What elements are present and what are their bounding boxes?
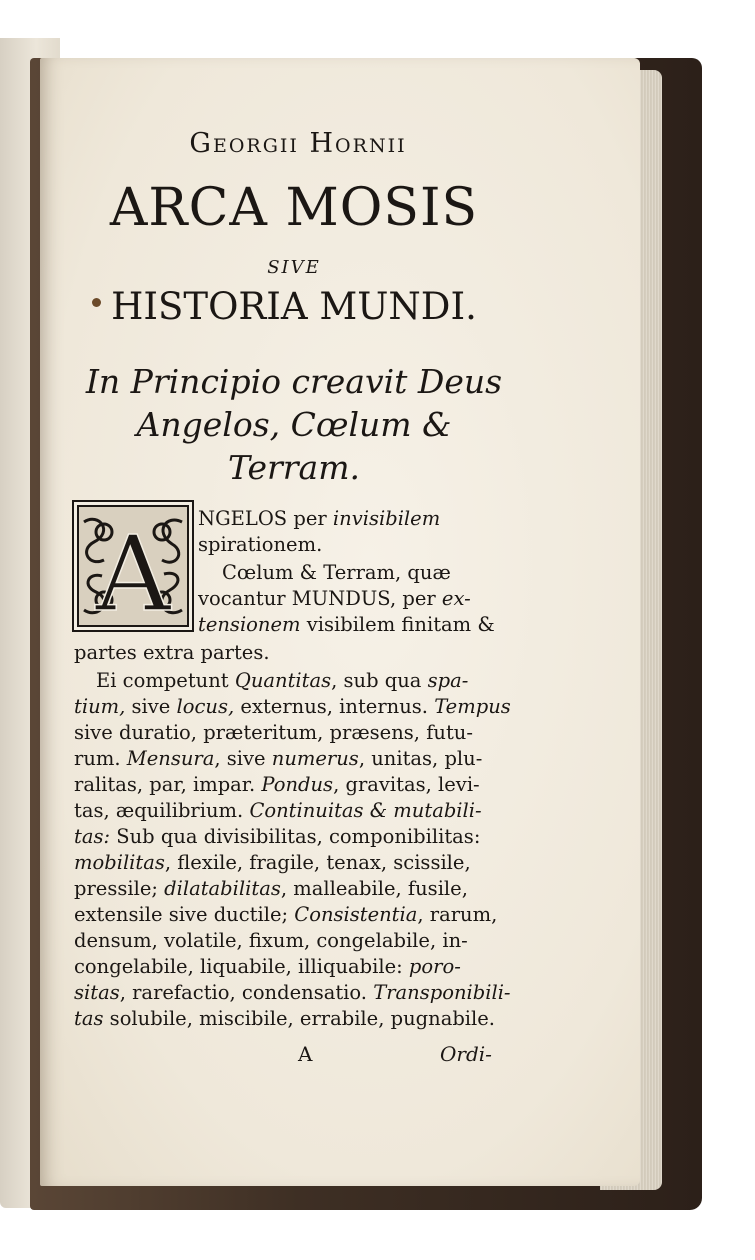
text-line: ralitas, par, impar. Pondus, gravitas, levi- bbox=[74, 773, 480, 796]
text-line: tensionem visibilem finitam & bbox=[198, 613, 495, 636]
text-line: extensile sive ductile; Consistentia, rarum, bbox=[74, 903, 498, 926]
text-line: sitas, rarefactio, condensatio. Transponibili- bbox=[74, 981, 511, 1004]
text-line: tas solubile, miscibile, errabile, pugnabile. bbox=[74, 1007, 496, 1030]
text-line: mobilitas, flexile, fragile, tenax, scissile, bbox=[74, 851, 471, 874]
author-line: Georgii Hornii bbox=[189, 128, 407, 159]
ornamental-initial-icon bbox=[72, 500, 194, 632]
text-line: partes extra partes. bbox=[74, 641, 270, 664]
book-title: ARCA MOSIS bbox=[109, 178, 479, 238]
text-line: pressile; dilatabilitas, malleabile, fusile, bbox=[74, 877, 468, 900]
text-line: sive duratio, præteritum, præsens, futu- bbox=[74, 721, 473, 744]
text-line: spirationem. bbox=[198, 533, 323, 556]
text-line: vocantur MUNDUS, per ex- bbox=[198, 587, 471, 610]
title-conjunction: sive bbox=[267, 250, 321, 280]
book-subtitle: HISTORIA MUNDI. bbox=[111, 285, 477, 328]
text-line: tium, sive locus, externus, internus. Tempus bbox=[74, 695, 511, 718]
text-line: densum, volatile, fixum, congelabile, in- bbox=[74, 929, 468, 952]
text-line: congelabile, liquabile, illiquabile: poro- bbox=[74, 955, 461, 978]
text-line: rum. Mensura, sive numerus, unitas, plu- bbox=[74, 747, 483, 770]
verse-line-1: In Principio creavit Deus bbox=[85, 362, 503, 401]
catchword: Ordi- bbox=[440, 1042, 492, 1066]
text-line: Ei competunt Quantitas, sub qua spa- bbox=[96, 669, 469, 692]
signature-mark: A bbox=[298, 1042, 313, 1066]
verse-line-3: Terram. bbox=[228, 448, 360, 487]
verse-line-2: Angelos, Cœlum & bbox=[136, 405, 452, 444]
text-line: tas, æquilibrium. Continuitas & mutabili- bbox=[74, 799, 482, 822]
text-line: tas: Sub qua divisibilitas, componibilitas: bbox=[74, 825, 481, 848]
text-line: NGELOS per invisibilem bbox=[198, 507, 441, 530]
text-line: Cœlum & Terram, quæ bbox=[222, 561, 451, 584]
dropcap-letter: A bbox=[95, 513, 171, 630]
